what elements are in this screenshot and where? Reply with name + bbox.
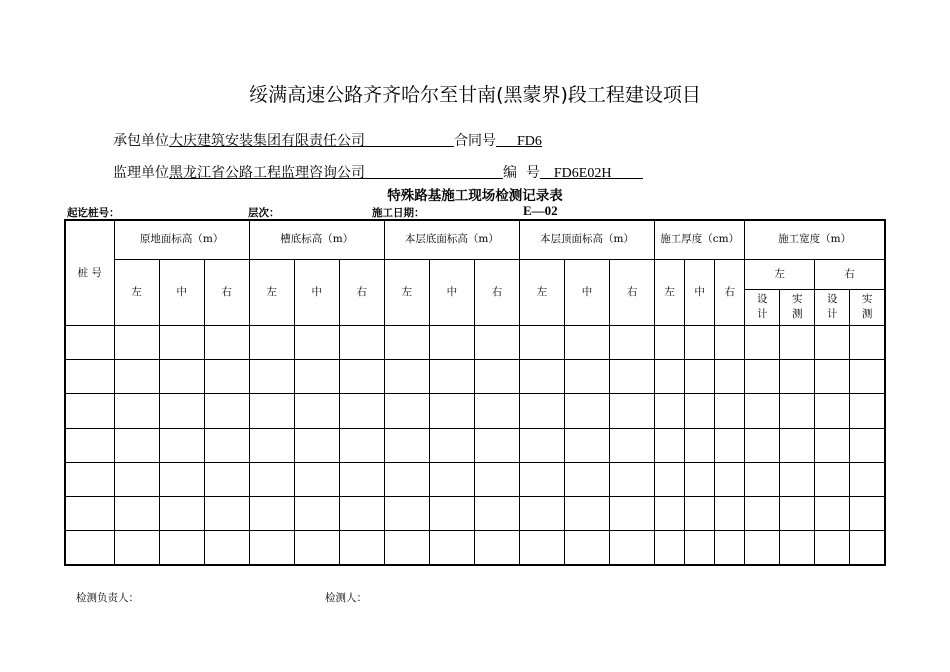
position-left: 左	[519, 259, 564, 325]
form-code: E—02	[523, 203, 558, 218]
position-middle: 中	[159, 259, 204, 325]
position-right: 右	[339, 259, 384, 325]
design-value-header: 设 计	[815, 289, 850, 325]
position-middle: 中	[565, 259, 610, 325]
position-middle: 中	[294, 259, 339, 325]
position-middle: 中	[685, 259, 715, 325]
measured-value-header: 实 测	[850, 289, 885, 325]
position-right: 右	[715, 259, 745, 325]
layer-bottom-elevation-header: 本层底面标高（m）	[384, 220, 519, 259]
table-row	[65, 394, 885, 428]
project-title: 绥满高速公路齐齐哈尔至甘南(黑蒙界)段工程建设项目	[249, 84, 701, 106]
construction-thickness-header: 施工厚度（cm）	[655, 220, 745, 259]
number-label: 编 号	[502, 165, 540, 181]
supervisor-value: 黑龙江省公路工程监理咨询公司	[169, 165, 365, 181]
construction-width-header: 施工宽度（m）	[745, 220, 885, 259]
number-value: FD6E02H	[553, 166, 612, 181]
position-middle: 中	[429, 259, 474, 325]
position-left: 左	[384, 259, 429, 325]
design-value-header: 设 计	[745, 289, 780, 325]
contract-no-label: 合同号	[454, 133, 497, 149]
contractor-value: 大庆建筑安装集团有限责任公司	[169, 133, 365, 149]
start-station-label: 起讫桩号：	[67, 207, 120, 219]
width-side-left: 左	[745, 259, 815, 289]
original-ground-elevation-header: 原地面标高（m）	[114, 220, 249, 259]
layer-label: 层次：	[248, 207, 280, 219]
table-row	[65, 326, 885, 360]
inspector-label: 检测人：	[325, 592, 367, 604]
table-row	[65, 531, 885, 565]
position-right: 右	[474, 259, 519, 325]
construction-date-label: 施工日期：	[372, 207, 425, 219]
layer-top-elevation-header: 本层顶面标高（m）	[519, 220, 654, 259]
table-row	[65, 428, 885, 462]
position-right: 右	[204, 259, 249, 325]
station-header: 桩 号	[65, 220, 114, 326]
contract-no-value: FD6	[517, 134, 542, 149]
position-left: 左	[655, 259, 685, 325]
measured-value-header: 实 测	[780, 289, 815, 325]
trench-bottom-elevation-header: 槽底标高（m）	[249, 220, 384, 259]
table-row	[65, 462, 885, 496]
supervisor-line	[113, 162, 643, 182]
supervisor-label: 监理单位	[113, 165, 169, 181]
position-left: 左	[249, 259, 294, 325]
table-row	[65, 360, 885, 394]
inspection-lead-label: 检测负责人：	[76, 592, 139, 604]
form-title: 特殊路基施工现场检测记录表	[387, 188, 563, 204]
inspection-table	[64, 219, 886, 566]
contractor-line	[113, 130, 542, 150]
contractor-label: 承包单位	[113, 133, 169, 149]
position-left: 左	[114, 259, 159, 325]
width-side-right: 右	[815, 259, 885, 289]
table-row	[65, 497, 885, 531]
position-right: 右	[610, 259, 655, 325]
